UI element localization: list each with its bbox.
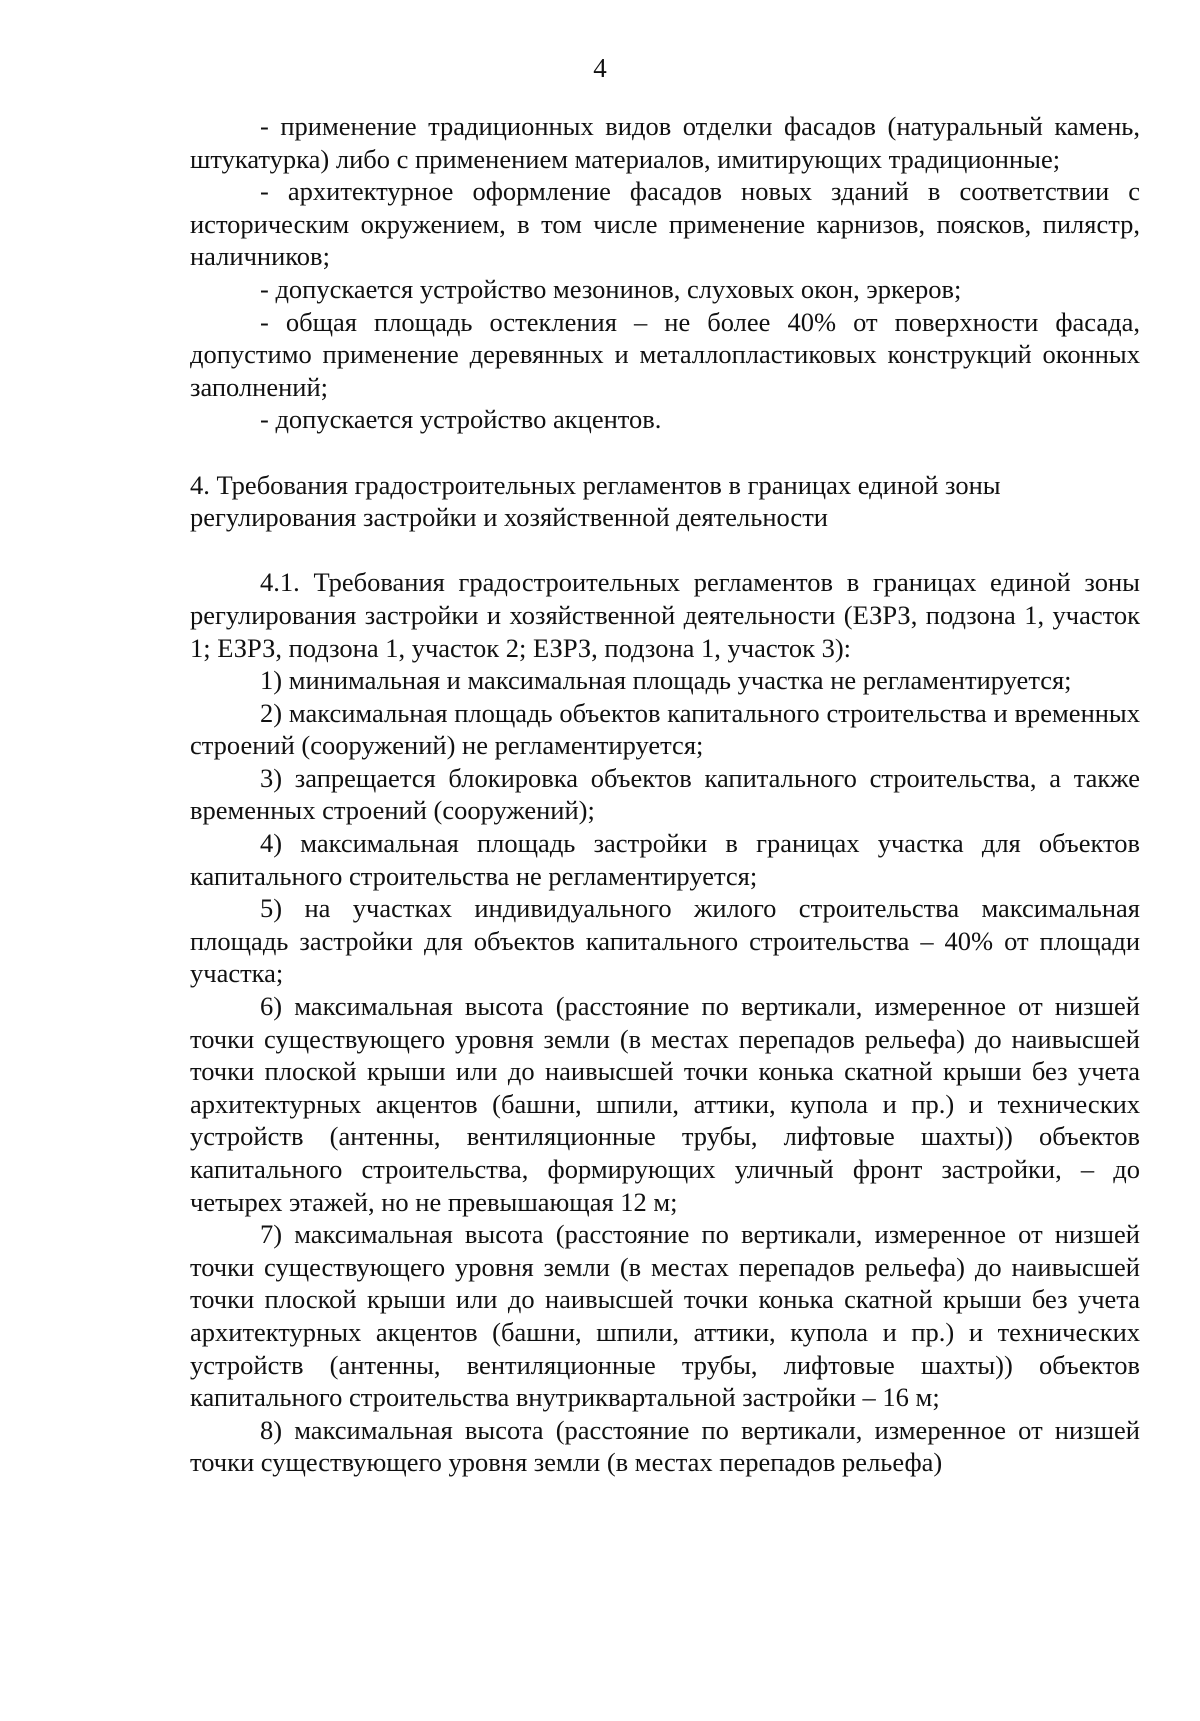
regulation-item-2: 2) максимальная площадь объектов капитального строительства и временных строений (сооружений) не регламентируется; <box>190 697 1140 761</box>
regulation-item-8: 8) максимальная высота (расстояние по вертикали, измеренное от низшей точки существующего уровня земли (в местах перепадов рельефа) <box>190 1414 1140 1478</box>
facade-item-1: - применение традиционных видов отделки фасадов (натуральный камень, штукатурка) либо с применением материалов, имитирующих традиционные; <box>190 111 1140 174</box>
section-heading-line-2: регулирования застройки и хозяйственной деятельности <box>190 502 828 533</box>
section-intro: 4.1. Требования градостроительных регламентов в границах единой зоны регулирования застройки и хозяйственной деятельности (ЕЗРЗ, подзона 1, участок 1; ЕЗРЗ, подзона 1, участок 2; ЕЗРЗ, подзона 1, участок 3): <box>190 567 1140 663</box>
regulation-item-5: 5) на участках индивидуального жилого строительства максимальная площадь застройки для объектов капитального строительства – 40% от площади участка; <box>190 893 1140 989</box>
document-body <box>190 110 1140 1479</box>
regulation-item-1: 1) минимальная и максимальная площадь участка не регламентируется; <box>260 665 1072 696</box>
regulation-item-3: 3) запрещается блокировка объектов капитального строительства, а также временных строений (сооружений); <box>190 762 1140 826</box>
regulation-item-6: 6) максимальная высота (расстояние по вертикали, измеренное от низшей точки существующего уровня земли (в местах перепадов рельефа) до наивысшей точки плоской крыши или до наивысшей точки конька скатной крыши без учета архитектурных акцентов (башни, шпили, аттики, купола и пр.) и технических устройств (антенны, вентиляционные трубы, лифтовые шахты)) объектов капитального строительства, формирующих уличный фронт застройки, – до четырех этажей, но не превышающая 12 м; <box>190 991 1140 1217</box>
facade-item-2: - архитектурное оформление фасадов новых зданий в соответствии с историческим окружением, в том числе применение карнизов, поясков, пилястр, наличников; <box>190 176 1140 272</box>
page-number: 4 <box>593 53 607 83</box>
facade-item-5: - допускается устройство акцентов. <box>260 404 662 435</box>
facade-item-4: - общая площадь остекления – не более 40% от поверхности фасада, допустимо применение деревянных и металлопластиковых конструкций оконных заполнений; <box>190 306 1140 402</box>
spacer <box>190 436 1140 469</box>
regulation-item-4: 4) максимальная площадь застройки в границах участка для объектов капитального строительства не регламентируется; <box>190 828 1140 891</box>
section-heading-line-1: 4. Требования градостроительных регламентов в границах единой зоны <box>190 469 1001 500</box>
section-heading <box>190 469 1140 534</box>
spacer <box>190 534 1140 567</box>
regulation-item-7: 7) максимальная высота (расстояние по вертикали, измеренное от низшей точки существующего уровня земли (в местах перепадов рельефа) до наивысшей точки плоской крыши или до наивысшей точки конька скатной крыши без учета архитектурных акцентов (башни, шпили, аттики, купола и пр.) и технических устройств (антенны, вентиляционные трубы, лифтовые шахты)) объектов капитального строительства внутриквартальной застройки – 16 м; <box>190 1219 1140 1413</box>
facade-item-3: - допускается устройство мезонинов, слуховых окон, эркеров; <box>260 273 962 304</box>
